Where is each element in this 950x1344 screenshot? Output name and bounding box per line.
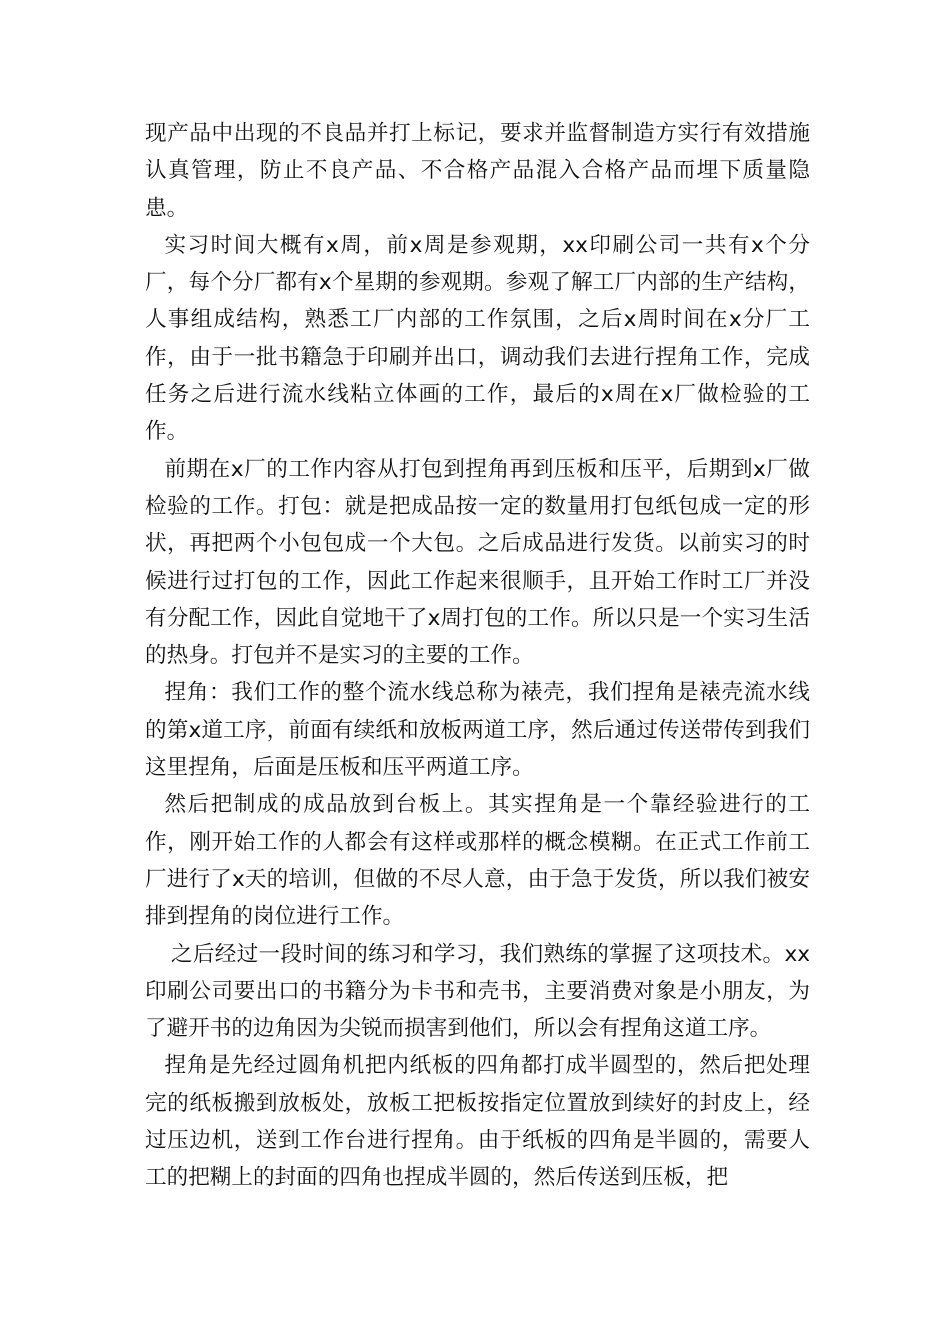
document-body [145, 115, 810, 1197]
paragraph-corner-pinching: 捏角：我们工作的整个流水线总称为裱壳，我们捏角是裱壳流水线的第x道工序，前面有续纸和放板两道工序，然后通过传送带传到我们这里捏角，后面是压板和压平两道工序。 [145, 680, 810, 781]
paragraph-process: 捏角是先经过圆角机把内纸板的四角都打成半圆型的，然后把处理完的纸板搬到放板处，放板工把板按指定位置放到续好的封皮上，经过压边机，送到工作台进行捏角。由于纸板的四角是半圆的，需要人工的把糊上的封面的四角也捏成半圆的，然后传送到压板，把 [145, 1053, 810, 1191]
paragraph-internship-schedule: 实习时间大概有x周，前x周是参观期，xx印刷公司一共有x个分厂，每个分厂都有x个星期的参观期。参观了解工厂内部的生产结构，人事组成结构，熟悉工厂内部的工作氛围，之后x周时间在x分厂工作，由于一批书籍急于印刷并出口，调动我们去进行捏角工作，完成任务之后进行流水线粘立体画的工作，最后的x周在x厂做检验的工作。 [145, 232, 810, 445]
paragraph-training: 然后把制成的成品放到台板上。其实捏角是一个靠经验进行的工作，刚开始工作的人都会有这样或那样的概念模糊。在正式工作前工厂进行了x天的培训，但做的不尽人意，由于急于发货，所以我们被安排到捏角的岗位进行工作。 [145, 792, 810, 930]
paragraph-early-work: 前期在x厂的工作内容从打包到捏角再到压板和压平，后期到x厂做检验的工作。打包：就是把成品按一定的数量用打包纸包成一定的形状，再把两个小包包成一个大包。之后成品进行发货。以前实习的时候进行过打包的工作，因此工作起来很顺手，且开始工作时工厂并没有分配工作，因此自觉地干了x周打包的工作。所以只是一个实习生活的热身。打包并不是实习的主要的工作。 [145, 456, 810, 669]
paragraph-mastery: 之后经过一段时间的练习和学习，我们熟练的掌握了这项技术。xx印刷公司要出口的书籍分为卡书和壳书，主要消费对象是小朋友，为了避开书的边角因为尖锐而损害到他们，所以会有捏角这道工序。 [145, 941, 810, 1042]
paragraph-continuation: 现产品中出现的不良品并打上标记，要求并监督制造方实行有效措施认真管理，防止不良产品、不合格产品混入合格产品而埋下质量隐患。 [145, 121, 810, 221]
